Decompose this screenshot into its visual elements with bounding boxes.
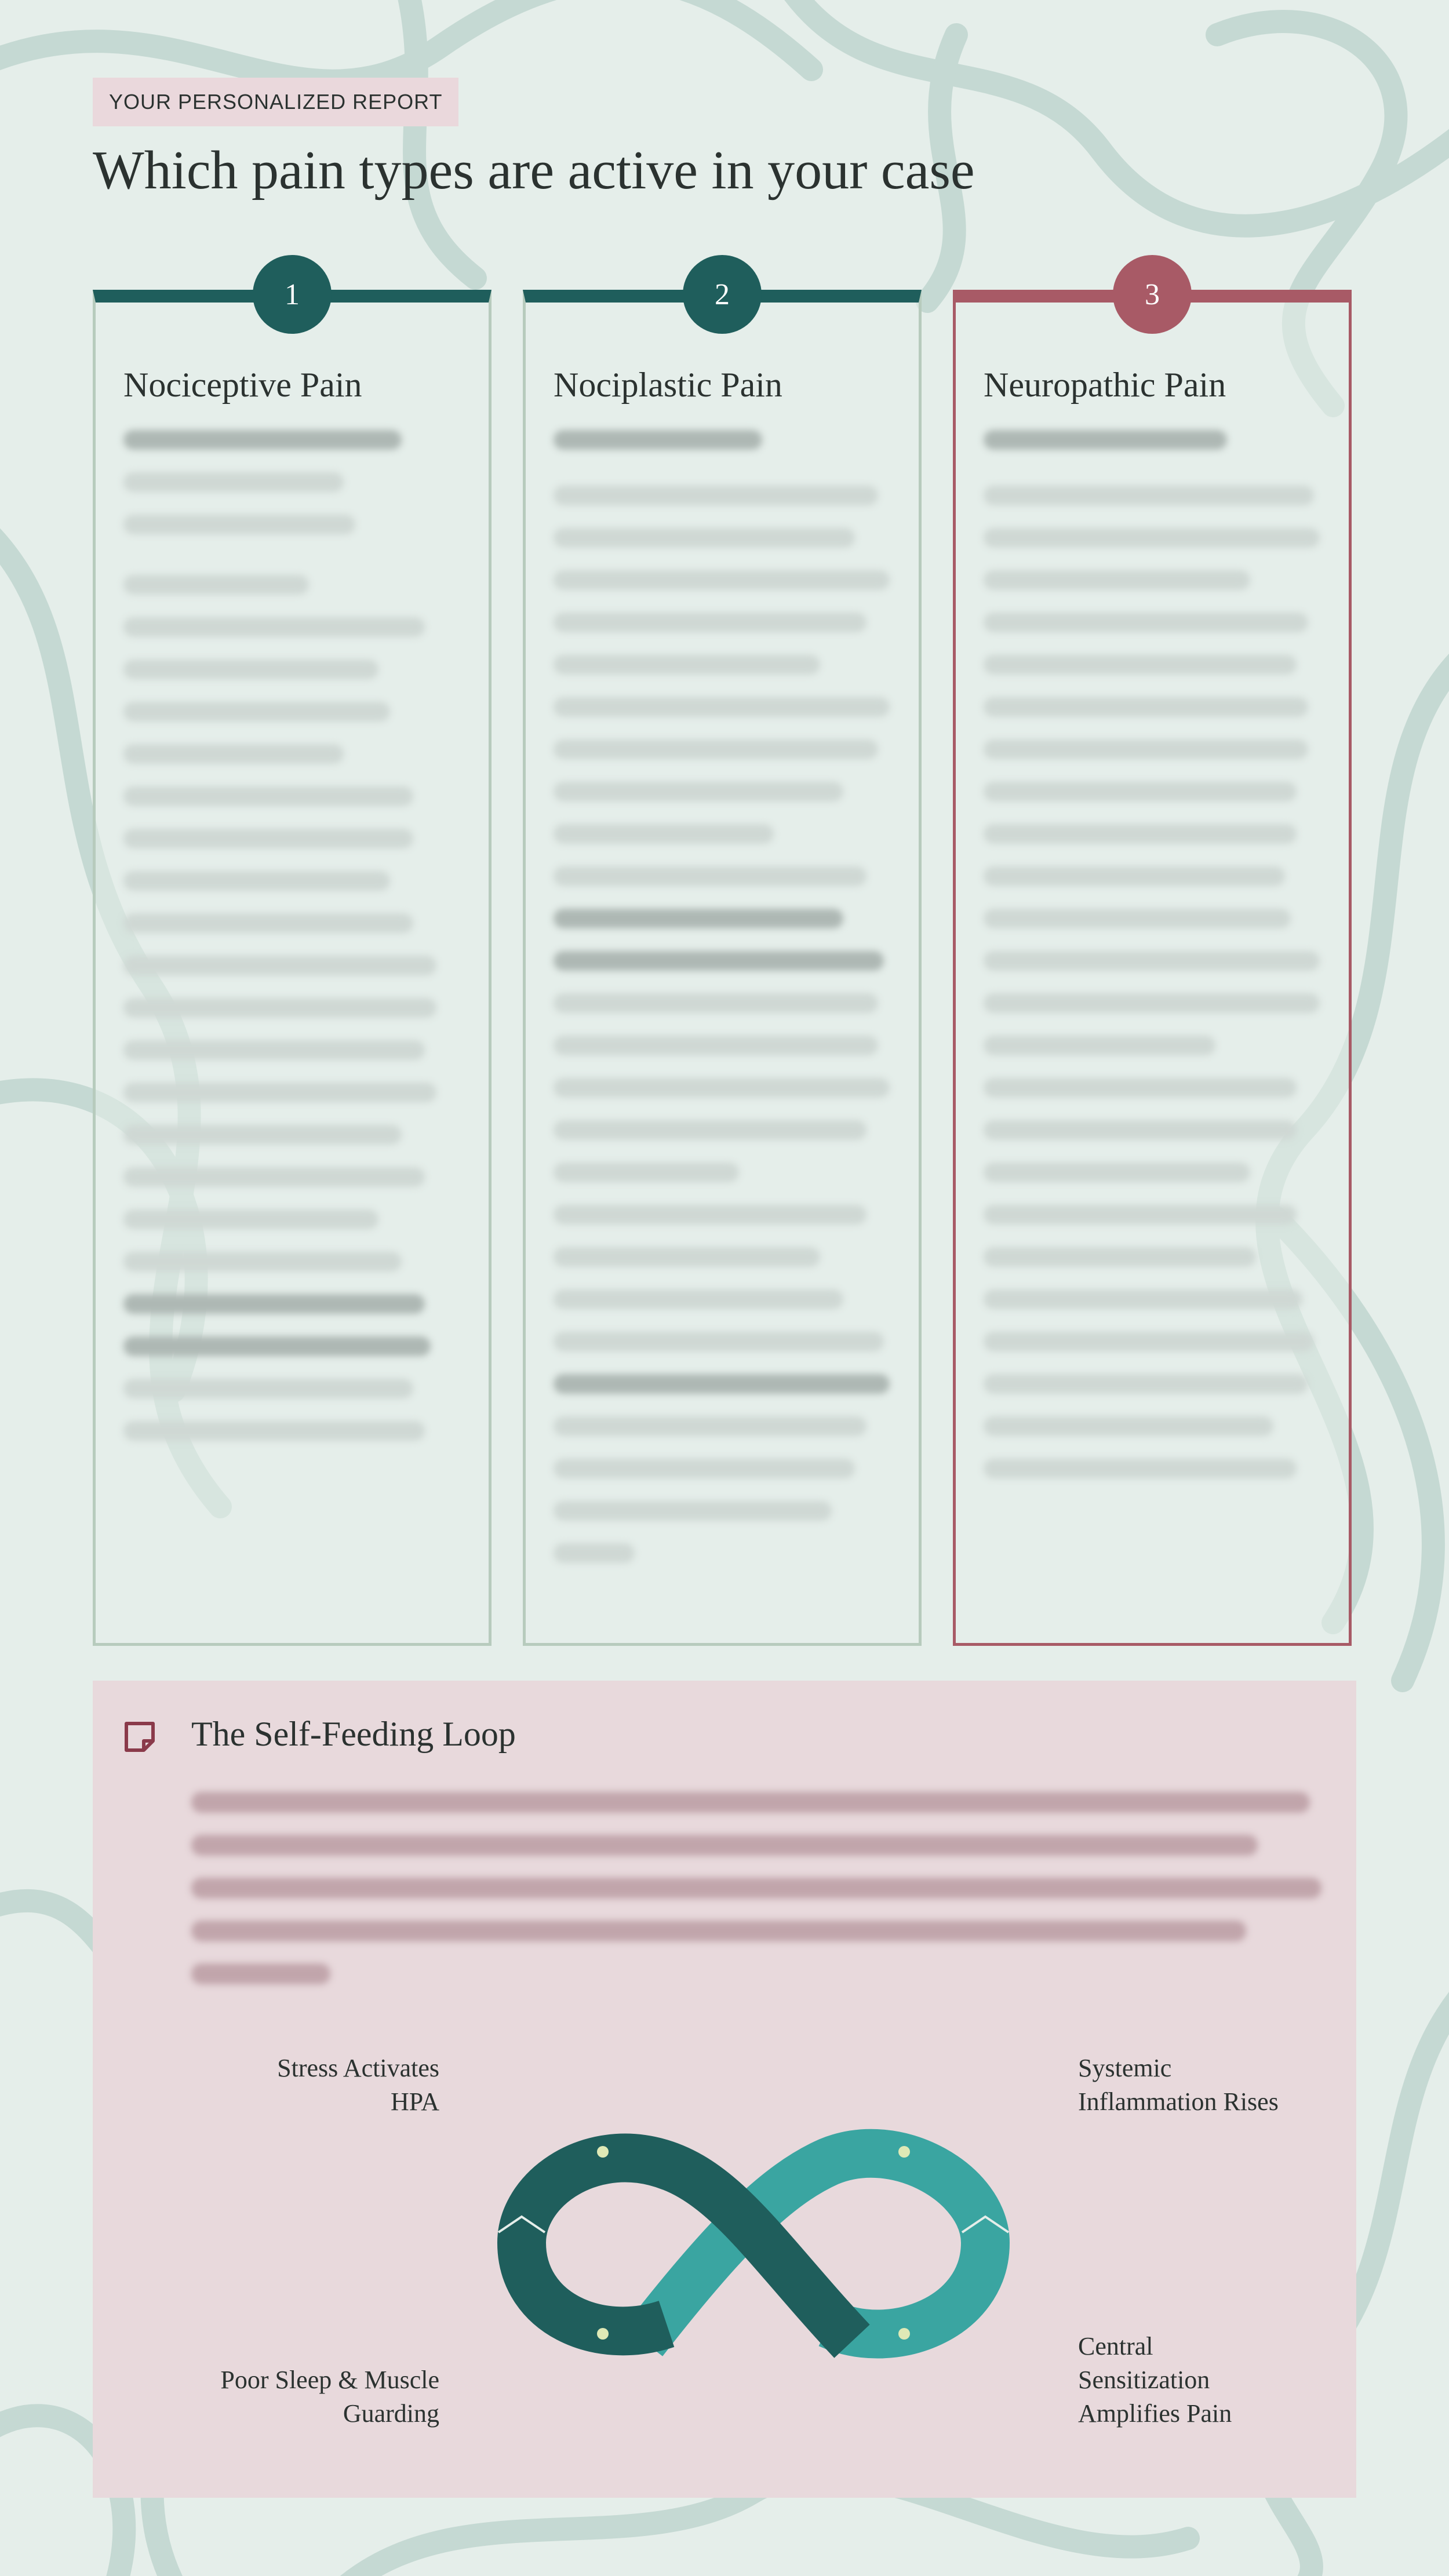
pain-card-nociceptive (93, 278, 492, 1646)
note-icon (123, 1720, 156, 1754)
loop-label-sleep: Poor Sleep & Muscle Guarding (220, 2366, 439, 2428)
card-title: Nociplastic Pain (554, 366, 782, 404)
blurred-card-content (123, 430, 471, 1463)
loop-label-sensitization: Central Sensitization Amplifies Pain (1078, 2332, 1232, 2428)
loop-title: The Self-Feeding Loop (191, 1715, 516, 1753)
blurred-card-content (554, 430, 901, 1586)
pain-card-neuropathic (953, 278, 1352, 1646)
card-number-badge: 2 (683, 255, 762, 334)
loop-node-dot (898, 2146, 910, 2158)
card-number-badge: 3 (1113, 255, 1192, 334)
pain-card-nociplastic (523, 278, 922, 1646)
loop-node-dot (597, 2146, 609, 2158)
self-feeding-loop-panel (93, 1681, 1356, 2498)
page-title: Which pain types are active in your case (93, 140, 975, 201)
loop-node-dot (898, 2328, 910, 2340)
blurred-card-content (984, 430, 1331, 1501)
report-eyebrow-tag: YOUR PERSONALIZED REPORT (93, 78, 458, 126)
loop-label-inflammation: Systemic Inflammation Rises (1078, 2054, 1279, 2116)
card-title: Nociceptive Pain (123, 366, 362, 404)
card-number-badge: 1 (253, 255, 332, 334)
card-title: Neuropathic Pain (984, 366, 1226, 404)
loop-label-stress: Stress Activates HPA (277, 2054, 439, 2116)
infinity-loop-diagram (475, 2098, 1032, 2388)
loop-node-dot (597, 2328, 609, 2340)
blurred-loop-description (191, 1792, 1316, 2006)
